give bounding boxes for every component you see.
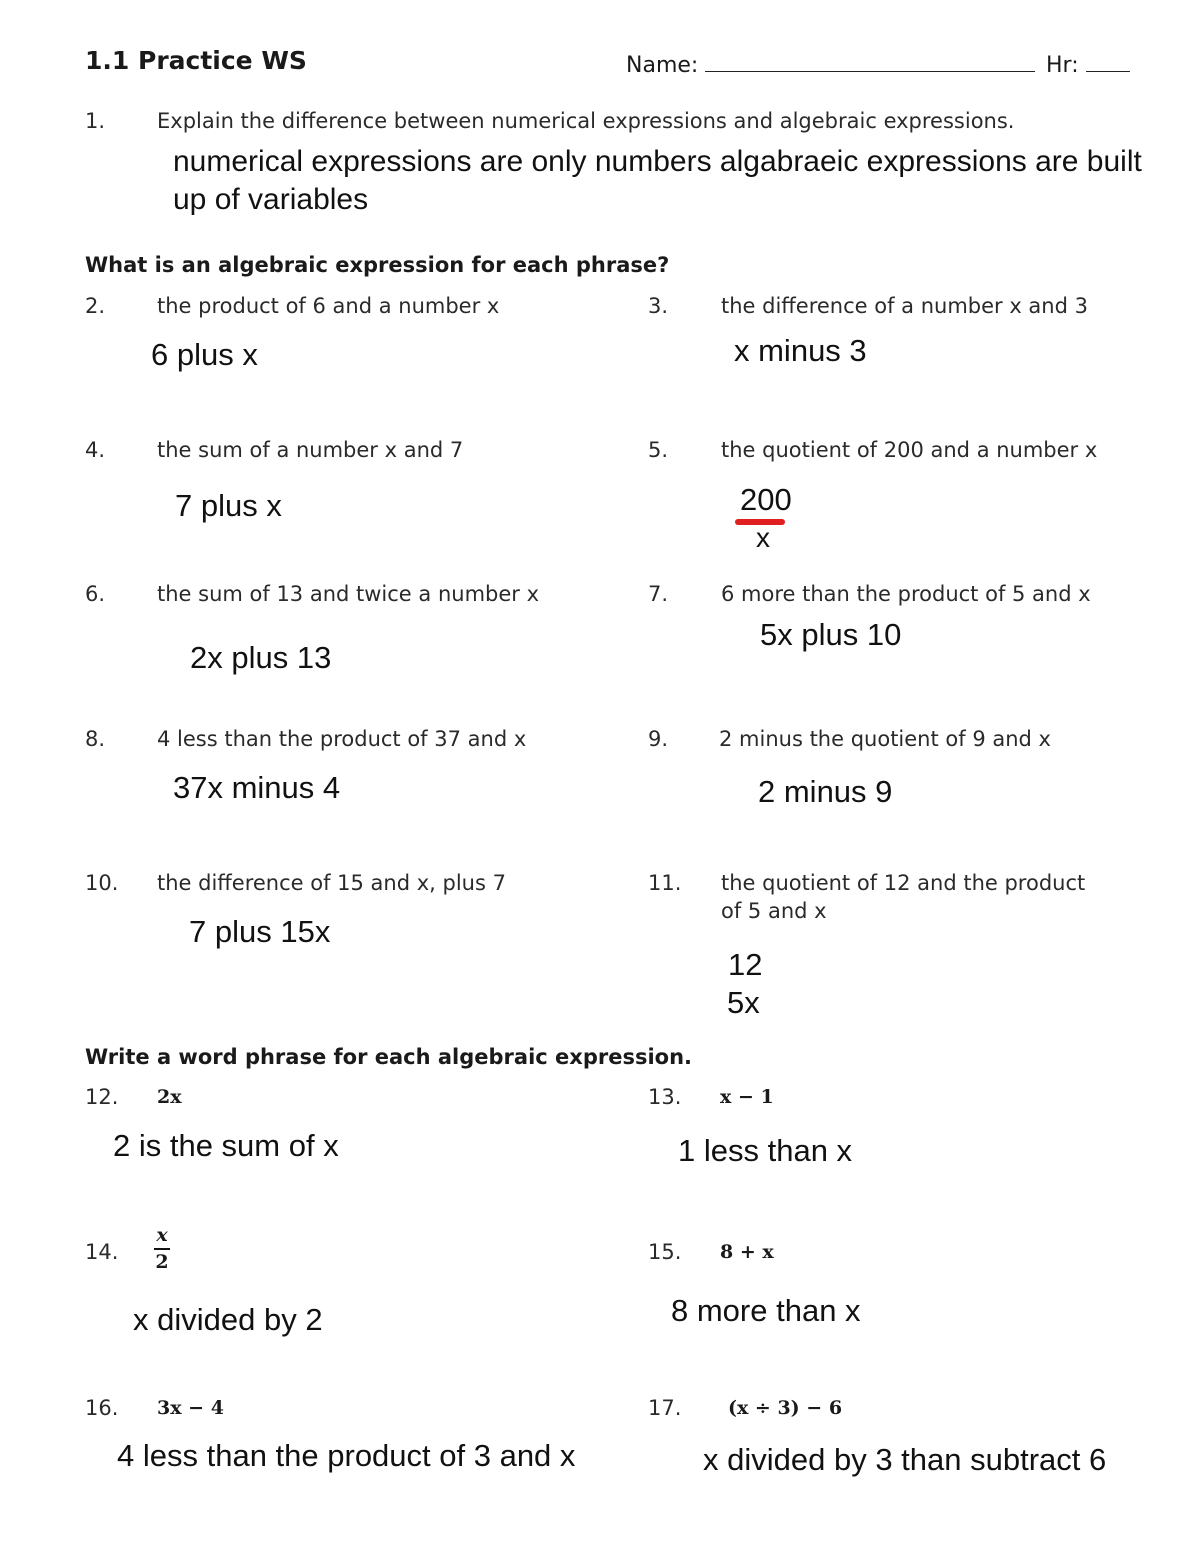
- question-prompt: the quotient of 200 and a number x: [721, 438, 1098, 462]
- question-number: 10.: [85, 871, 119, 895]
- answer-text: 4 less than the product of 3 and x: [117, 1438, 576, 1473]
- fraction-denominator: 2: [155, 1251, 169, 1273]
- question-prompt: 6 more than the product of 5 and x: [721, 582, 1091, 606]
- question-number: 9.: [648, 727, 669, 751]
- question-prompt: the sum of a number x and 7: [157, 438, 464, 462]
- answer-text: numerical expressions are only numbers algabraeic expressions are built: [173, 145, 1142, 178]
- section-heading: What is an algebraic expression for each phrase?: [85, 253, 670, 277]
- question-number: 1.: [85, 109, 106, 133]
- answer-text: 7 plus 15x: [189, 914, 331, 949]
- question-prompt: the difference of 15 and x, plus 7: [157, 871, 506, 895]
- question-prompt: the product of 6 and a number x: [157, 294, 500, 318]
- page-title: 1.1 Practice WS: [85, 46, 307, 75]
- question-number: 14.: [85, 1240, 119, 1264]
- question-number: 17.: [648, 1396, 682, 1420]
- question-prompt: Explain the difference between numerical expressions and algebraic expressions.: [157, 109, 1015, 133]
- expression: 2x: [157, 1086, 182, 1108]
- fraction-numerator: 12: [728, 947, 763, 982]
- fraction-denominator: x: [756, 522, 770, 553]
- question-prompt: the quotient of 12 and the product: [721, 871, 1086, 895]
- answer-text: 6 plus x: [151, 337, 258, 372]
- expression: 3x − 4: [157, 1397, 224, 1419]
- answer-text: 1 less than x: [678, 1133, 853, 1168]
- hr-field[interactable]: [1046, 51, 1130, 78]
- answer-text: 5x plus 10: [760, 617, 902, 652]
- question-number: 5.: [648, 438, 669, 462]
- question-number: 8.: [85, 727, 106, 751]
- expression: x − 1: [720, 1086, 774, 1108]
- answer-text: up of variables: [173, 183, 369, 216]
- expression: (x ÷ 3) − 6: [728, 1397, 843, 1419]
- fraction-bar: [154, 1248, 170, 1250]
- fraction-numerator: x: [156, 1224, 168, 1246]
- question-prompt: the sum of 13 and twice a number x: [157, 582, 540, 606]
- expression: 8 + x: [720, 1241, 774, 1263]
- hr-label: Hr:: [1046, 53, 1079, 78]
- answer-text: 8 more than x: [671, 1293, 861, 1328]
- question-number: 11.: [648, 871, 682, 895]
- hr-line[interactable]: [1086, 51, 1130, 72]
- answer-text: x minus 3: [734, 333, 867, 368]
- answer-text: 37x minus 4: [173, 770, 341, 805]
- name-field[interactable]: [626, 51, 1035, 78]
- question-number: 6.: [85, 582, 106, 606]
- question-prompt: 2 minus the quotient of 9 and x: [719, 727, 1051, 751]
- expression-fraction: [154, 1224, 170, 1272]
- question-number: 16.: [85, 1396, 119, 1420]
- question-number: 2.: [85, 294, 106, 318]
- question-number: 12.: [85, 1085, 119, 1109]
- question-number: 7.: [648, 582, 669, 606]
- fraction-numerator: 200: [740, 482, 792, 517]
- answer-text: 7 plus x: [175, 488, 282, 523]
- answer-text: 2 is the sum of x: [113, 1128, 339, 1163]
- name-line[interactable]: [705, 51, 1035, 72]
- answer-text: x divided by 3 than subtract 6: [703, 1442, 1107, 1477]
- question-number: 3.: [648, 294, 669, 318]
- name-label: Name:: [626, 53, 699, 78]
- question-number: 4.: [85, 438, 106, 462]
- answer-text: 2x plus 13: [190, 640, 332, 675]
- answer-text: 2 minus 9: [758, 774, 893, 809]
- question-prompt: 4 less than the product of 37 and x: [157, 727, 527, 751]
- question-prompt: the difference of a number x and 3: [721, 294, 1088, 318]
- question-number: 15.: [648, 1240, 682, 1264]
- fraction-denominator: 5x: [727, 985, 760, 1020]
- question-prompt: of 5 and x: [721, 899, 827, 923]
- section-heading: Write a word phrase for each algebraic expression.: [85, 1045, 693, 1069]
- answer-text: x divided by 2: [133, 1302, 323, 1337]
- question-number: 13.: [648, 1085, 682, 1109]
